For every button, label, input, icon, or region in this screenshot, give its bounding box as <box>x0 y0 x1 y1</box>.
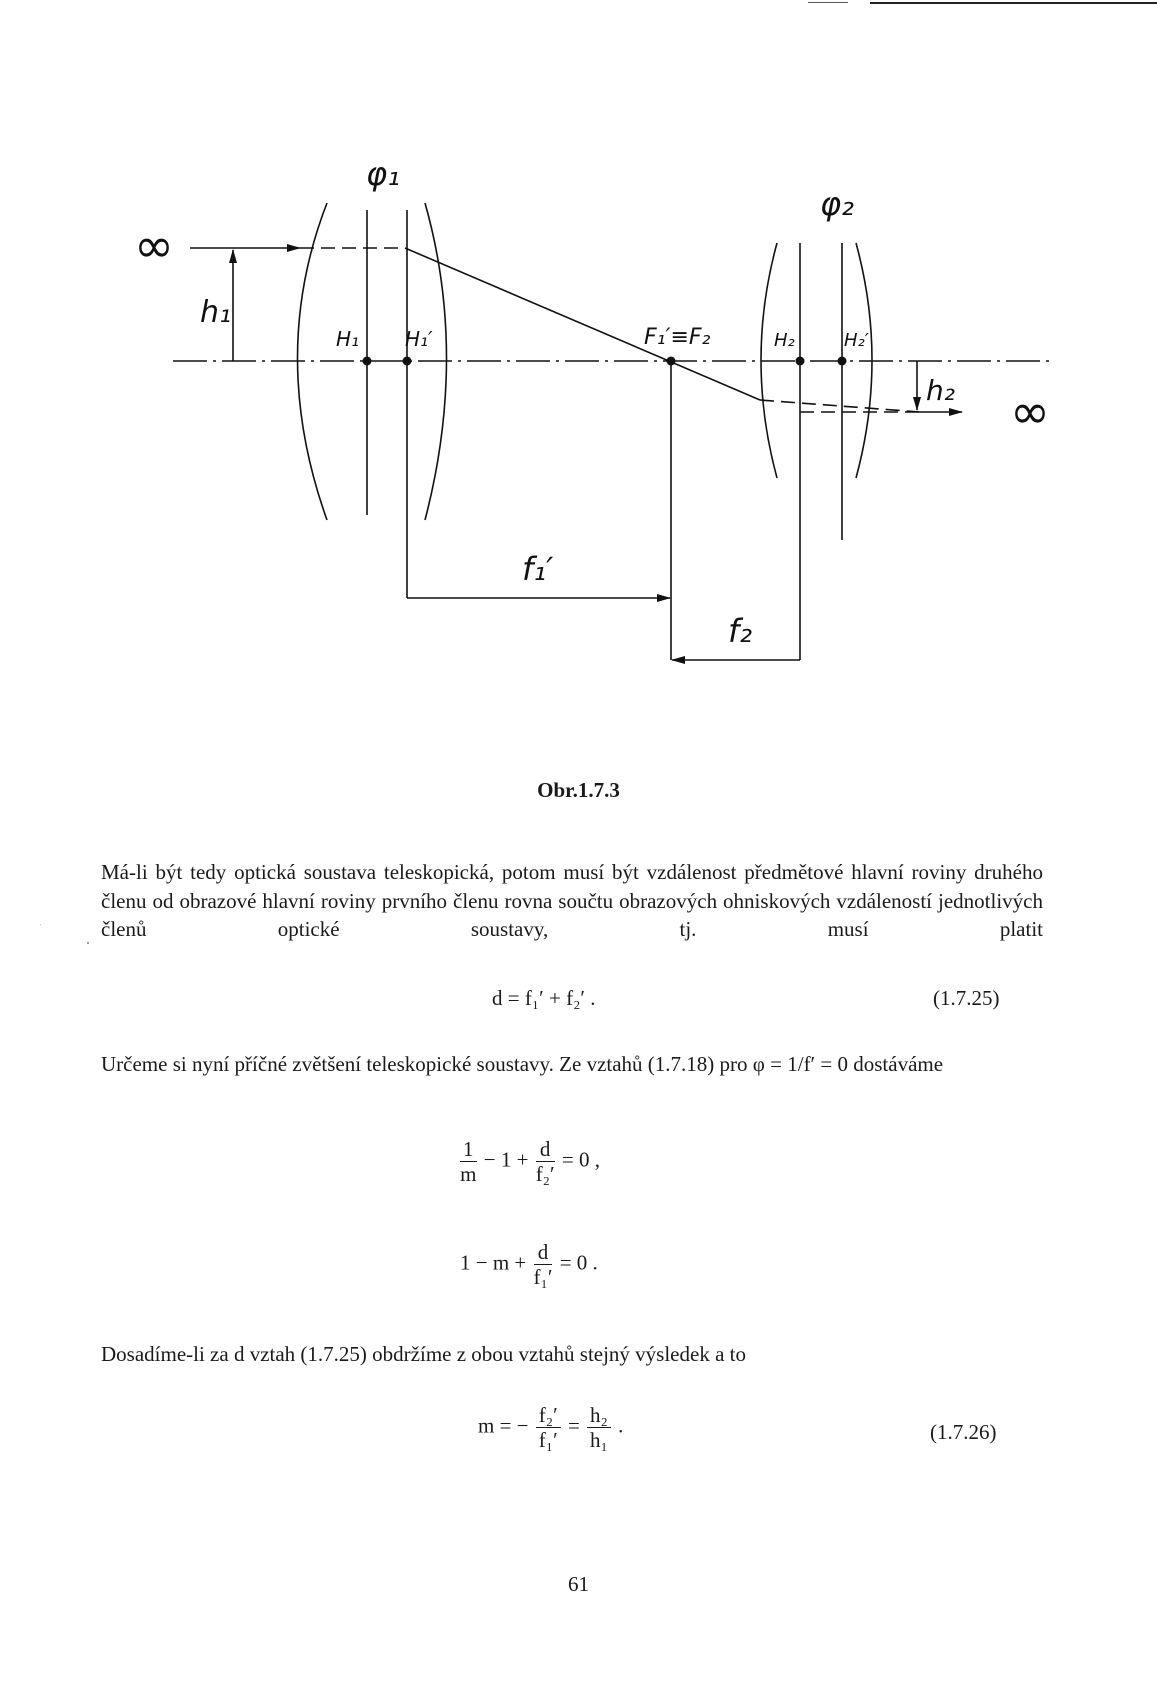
fraction-d-over-f2 <box>536 1137 555 1186</box>
equation-term: − 1 + <box>483 1147 529 1172</box>
fraction-numerator: 1 <box>460 1137 477 1162</box>
fraction-numerator: d <box>534 1240 553 1265</box>
equation-magnification-1 <box>458 1137 600 1186</box>
fraction-numerator: f₂′ <box>536 1403 561 1428</box>
infinity-right-label: ∞ <box>1010 384 1050 440</box>
point-H2 <box>796 357 805 366</box>
fraction-d-over-f1 <box>534 1240 553 1289</box>
phi1-label: φ₁ <box>366 155 400 193</box>
f1p-label: f₁′ <box>522 550 554 588</box>
paragraph-1: Má-li být tedy optická soustava teleskopická, potom musí být vzdálenost předmětové hlavní roviny druhého členu od obrazové hlavní roviny prvního členu rovna součtu obrazových ohniskových vzdáleností jednotlivých členů optické soustavy, tj. musí platit <box>101 860 1043 941</box>
figure-caption: Obr.1.7.3 <box>537 778 620 802</box>
scan-speck <box>87 942 89 944</box>
fraction-numerator: d <box>536 1137 555 1162</box>
equation-term: = <box>567 1413 580 1438</box>
fraction-1-over-m <box>460 1137 477 1186</box>
equation-magnification-2 <box>460 1240 598 1289</box>
H2p-label: H₂′ <box>844 330 869 351</box>
paragraph-3: Dosadíme-li za d vztah (1.7.25) obdržíme z obou vztahů stejný výsledek a to <box>101 1342 746 1366</box>
point-H1p <box>403 357 412 366</box>
fraction-h2-over-h1 <box>587 1403 611 1452</box>
H1p-label: H₁′ <box>405 327 433 351</box>
h2-label: h₂ <box>926 374 955 407</box>
equation-number-1-7-25: (1.7.25) <box>933 986 1000 1010</box>
outgoing-ray-dashed <box>760 400 920 412</box>
equation-term: = 0 . <box>559 1250 598 1275</box>
equation-term: . <box>618 1413 624 1438</box>
fraction-denominator: f₂′ <box>535 1162 555 1186</box>
phi2-label: φ₂ <box>820 185 854 223</box>
equation-term: = 0 , <box>561 1147 600 1172</box>
telescopic-system-diagram <box>0 0 1157 720</box>
focus-label: F₁′≡F₂ <box>644 325 711 350</box>
equation-1-7-25: d = f₁′ + f₂′ . <box>492 986 596 1010</box>
equation-number-1-7-26: (1.7.26) <box>930 1420 997 1444</box>
ray-through-focus <box>405 248 760 400</box>
point-focus <box>667 357 676 366</box>
paragraph-2: Určeme si nyní příčné zvětšení teleskopické soustavy. Ze vztahů (1.7.18) pro φ = 1/f′ = 0 dostáváme <box>101 1052 944 1076</box>
point-H1 <box>363 357 372 366</box>
equation-term: 1 − m + <box>460 1250 527 1275</box>
page-number: 61 <box>568 1572 589 1596</box>
h1-label: h₁ <box>200 295 232 330</box>
fraction-f2-over-f1 <box>536 1403 561 1452</box>
fraction-denominator: f₁′ <box>538 1428 558 1452</box>
fraction-denominator: h₁ <box>590 1428 608 1452</box>
point-H2p <box>838 357 847 366</box>
fraction-denominator: m <box>460 1162 477 1186</box>
fraction-numerator: h₂ <box>587 1403 611 1428</box>
infinity-left-label: ∞ <box>134 218 174 274</box>
f2-label: f₂ <box>728 612 753 650</box>
equation-term: m = − <box>478 1413 529 1438</box>
equation-1-7-26 <box>478 1403 623 1452</box>
H2-label: H₂ <box>774 330 795 351</box>
scan-speck <box>40 924 41 925</box>
H1-label: H₁ <box>336 327 360 351</box>
fraction-denominator: f₁′ <box>533 1265 553 1289</box>
